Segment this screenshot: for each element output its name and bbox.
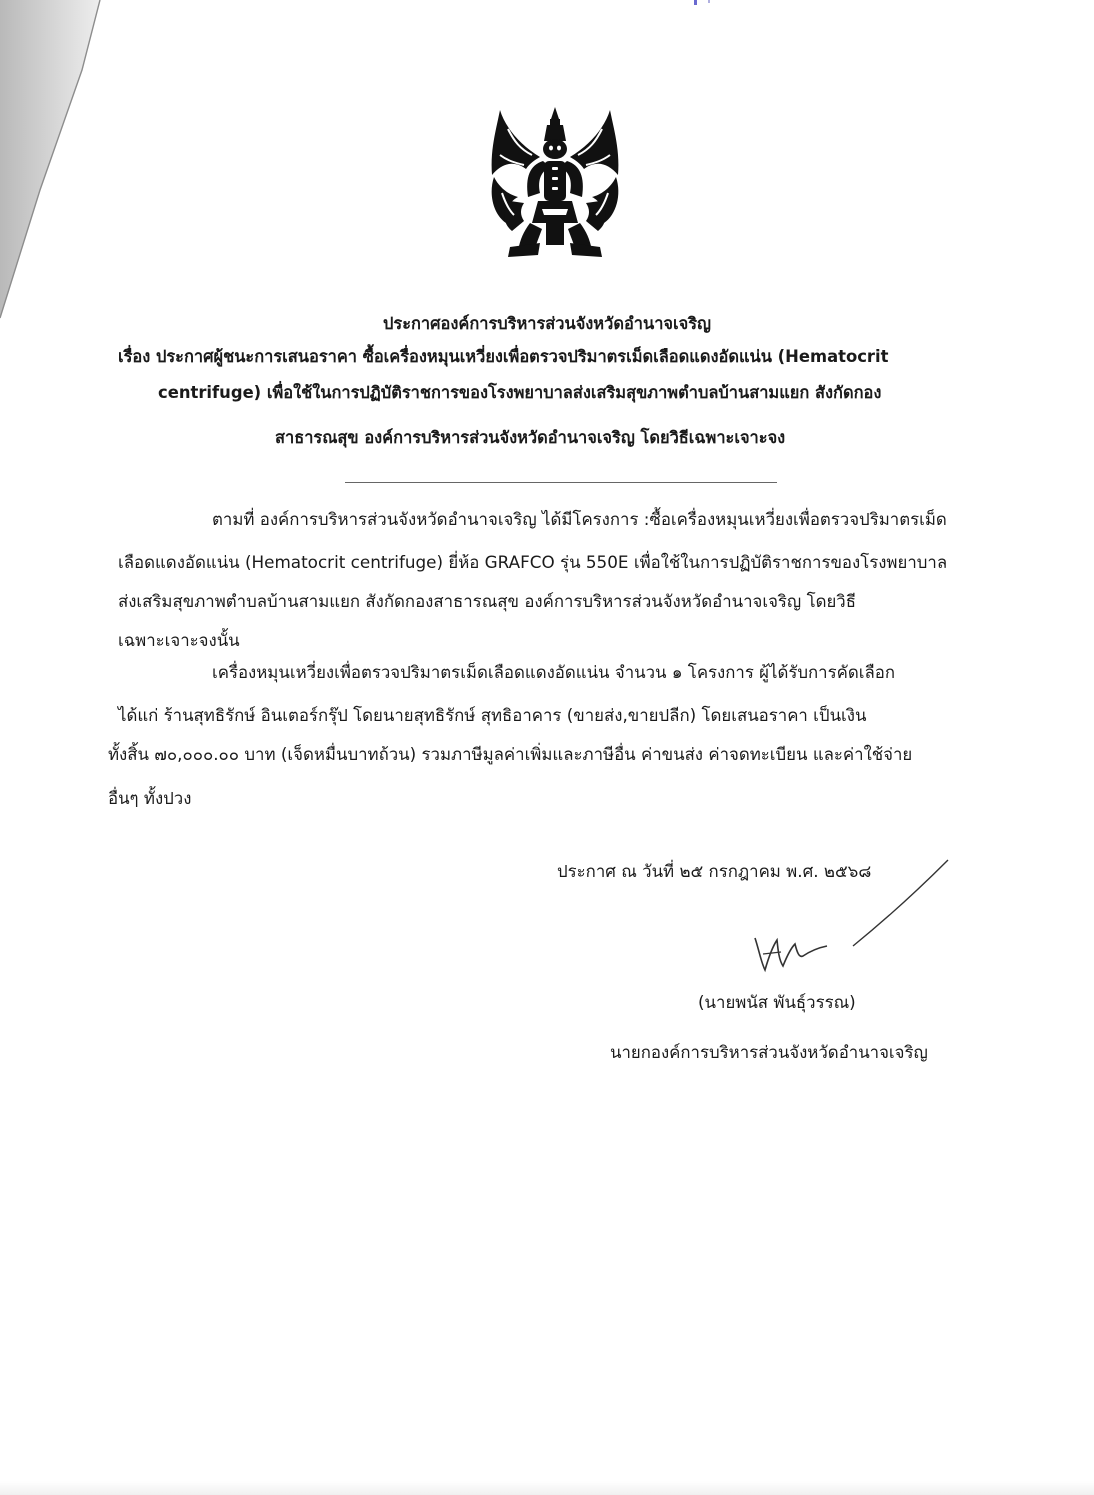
page-bottom-shadow	[0, 1481, 1094, 1495]
signatory-position: นายกองค์การบริหารส่วนจังหวัดอำนาจเจริญ	[610, 1042, 928, 1062]
paragraph-2-line-3: ทั้งสิ้น ๗๐,๐๐๐.๐๐ บาท (เจ็ดหมื่นบาทถ้วน) รวมภาษีมูลค่าเพิ่มและภาษีอื่น ค่าขนส่ง ค่าจดทะเบียน และค่าใช้จ่าย	[108, 744, 913, 764]
paragraph-1-line-1: ตามที่ องค์การบริหารส่วนจังหวัดอำนาจเจริญ ได้มีโครงการ :ซื้อเครื่องหมุนเหวี่ยงเพื่อตรวจปริมาตรเม็ด	[212, 509, 947, 529]
paragraph-1-line-3: ส่งเสริมสุขภาพตำบลบ้านสามแยก สังกัดกองสาธารณสุข องค์การบริหารส่วนจังหวัดอำนาจเจริญ โดยวิธี	[118, 591, 856, 611]
signature-icon	[745, 858, 950, 988]
paragraph-2-line-2: ได้แก่ ร้านสุทธิรักษ์ อินเตอร์กรุ๊ป โดยนายสุทธิรักษ์ สุทธิอาคาร (ขายส่ง,ขายปลีก) โดยเสนอราคา เป็นเงิน	[118, 705, 867, 725]
paragraph-1-line-2: เลือดแดงอัดแน่น (Hematocrit centrifuge) ยี่ห้อ GRAFCO รุ่น 550E เพื่อใช้ในการปฏิบัติราชการของโรงพยาบาล	[118, 552, 948, 572]
paragraph-1-line-4: เฉพาะเจาะจงนั้น	[118, 630, 240, 650]
announcement-title: ประกาศองค์การบริหารส่วนจังหวัดอำนาจเจริญ	[382, 314, 711, 333]
scan-mark	[690, 0, 730, 6]
paragraph-2-line-4: อื่นๆ ทั้งปวง	[108, 788, 192, 808]
garuda-emblem-icon	[480, 105, 630, 260]
paragraph-2-line-1: เครื่องหมุนเหวี่ยงเพื่อตรวจปริมาตรเม็ดเลือดแดงอัดแน่น จำนวน ๑ โครงการ ผู้ได้รับการคัดเลือก	[212, 662, 896, 682]
subject-line-1: เรื่อง ประกาศผู้ชนะการเสนอราคา ซื้อเครื่องหมุนเหวี่ยงเพื่อตรวจปริมาตรเม็ดเลือดแดงอัดแน่น (Hematocrit	[118, 347, 889, 366]
title-divider	[345, 482, 777, 483]
signatory-name: (นายพนัส พันธุ์วรรณ)	[698, 992, 856, 1012]
page-fold-shadow	[0, 0, 120, 330]
subject-line-3: สาธารณสุข องค์การบริหารส่วนจังหวัดอำนาจเจริญ โดยวิธีเฉพาะเจาะจง	[275, 428, 786, 447]
subject-line-2: centrifuge) เพื่อใช้ในการปฏิบัติราชการของโรงพยาบาลส่งเสริมสุขภาพตำบลบ้านสามแยก สังกัดกอง	[158, 383, 882, 402]
announcement-date: ประกาศ ณ วันที่ ๒๕ กรกฎาคม พ.ศ. ๒๕๖๘	[557, 861, 872, 881]
